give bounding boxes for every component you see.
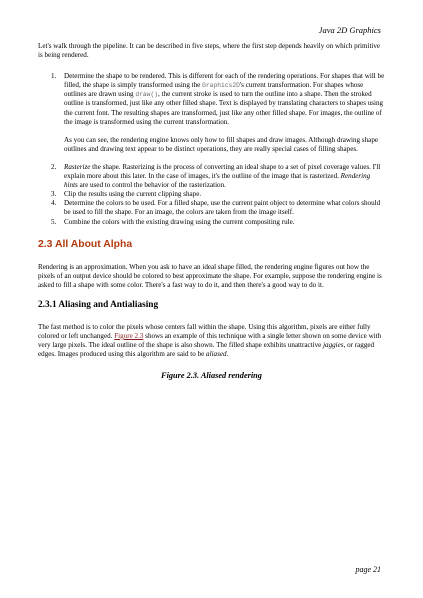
list-number: 1. [51,72,57,81]
section-paragraph: Rendering is an approximation. When you ask to have an ideal shape filled, the rendering engine figures out how the pixels of an output device should be colored to best approximate the shape. For example, suppose the rendering engine is asked to fill a shape with some color. There's a fast way to do it, and then there's a good way to do it. [38,262,382,289]
pipeline-steps-list [38,72,385,226]
figure-caption: Figure 2.3. Aliased rendering [161,371,262,381]
step-text: Combine the colors with the existing drawing using the current compositing rule. [64,217,295,226]
list-number: 4. [51,199,57,208]
list-item [38,163,385,190]
step-text: Rasterize the shape. Rasterizing is the process of converting an ideal shape to a set of pixel coverage values. I'll explain more about this later. In the case of images, it's the outline of the image that is rasterized. Rendering hints are used to control the behavior of the rasterization. [64,162,381,190]
list-item [38,190,385,199]
list-item [38,72,385,154]
list-item [38,199,385,217]
code-draw: draw() [135,91,159,99]
running-header: Java 2D Graphics [318,25,381,35]
list-number: 3. [51,190,57,199]
intro-paragraph: Let's walk through the pipeline. It can be described in five steps, where the first step depends heavily on which primitive is being rendered. [38,42,381,60]
step-note: As you can see, the rendering engine knows only how to fill shapes and draw images. Although drawing shape outlines and drawing text appear to be distinct operations, they are really special cases of filling shapes. [64,135,379,153]
list-number: 2. [51,162,57,171]
page-body [38,42,385,380]
subsection-heading: 2.3.1 Aliasing and Antialiasing [38,299,159,310]
step-text: Determine the shape to be rendered. This is different for each of the rendering operations. For shapes that will be filled, the shape is simply transformed using the Graphics2D's current transformation. For shapes whose outlines are drawn using draw(), the current stroke is used to turn the outline into a shape. Then the stroked outline is transformed, just like any other filled shape. Text is displayed by translating characters to shapes using the current font. The resulting shapes are transformed, just like any other filled shape. For images, the outline of the image is transformed using the current transformation. [64,72,385,126]
list-number: 5. [51,217,57,226]
figure-link[interactable]: Figure 2.3 [114,331,144,340]
page-number: page 21 [355,565,381,574]
step-text: Clip the results using the current clipping shape. [64,190,202,199]
code-graphics2d: Graphics2D [202,82,240,90]
section-heading: 2.3 All About Alpha [38,238,133,250]
step-text: Determine the colors to be used. For a filled shape, use the current paint object to determine what colors should be used to fill the shape. For an image, the colors are taken from the image itself. [64,199,381,217]
list-item [38,218,385,227]
subsection-paragraph: The fast method is to color the pixels whose centers fall within the shape. Using this algorithm, pixels are either fully colored or left unchanged. Figure 2.3 shows an example of this technique with a single letter shown on some device with very large pixels. The ideal outline of the shape is also shown. The filled shape exhibits unattractive jaggies, or ragged edges. Images produced using this algorithm are said to be aliased. [38,322,382,359]
